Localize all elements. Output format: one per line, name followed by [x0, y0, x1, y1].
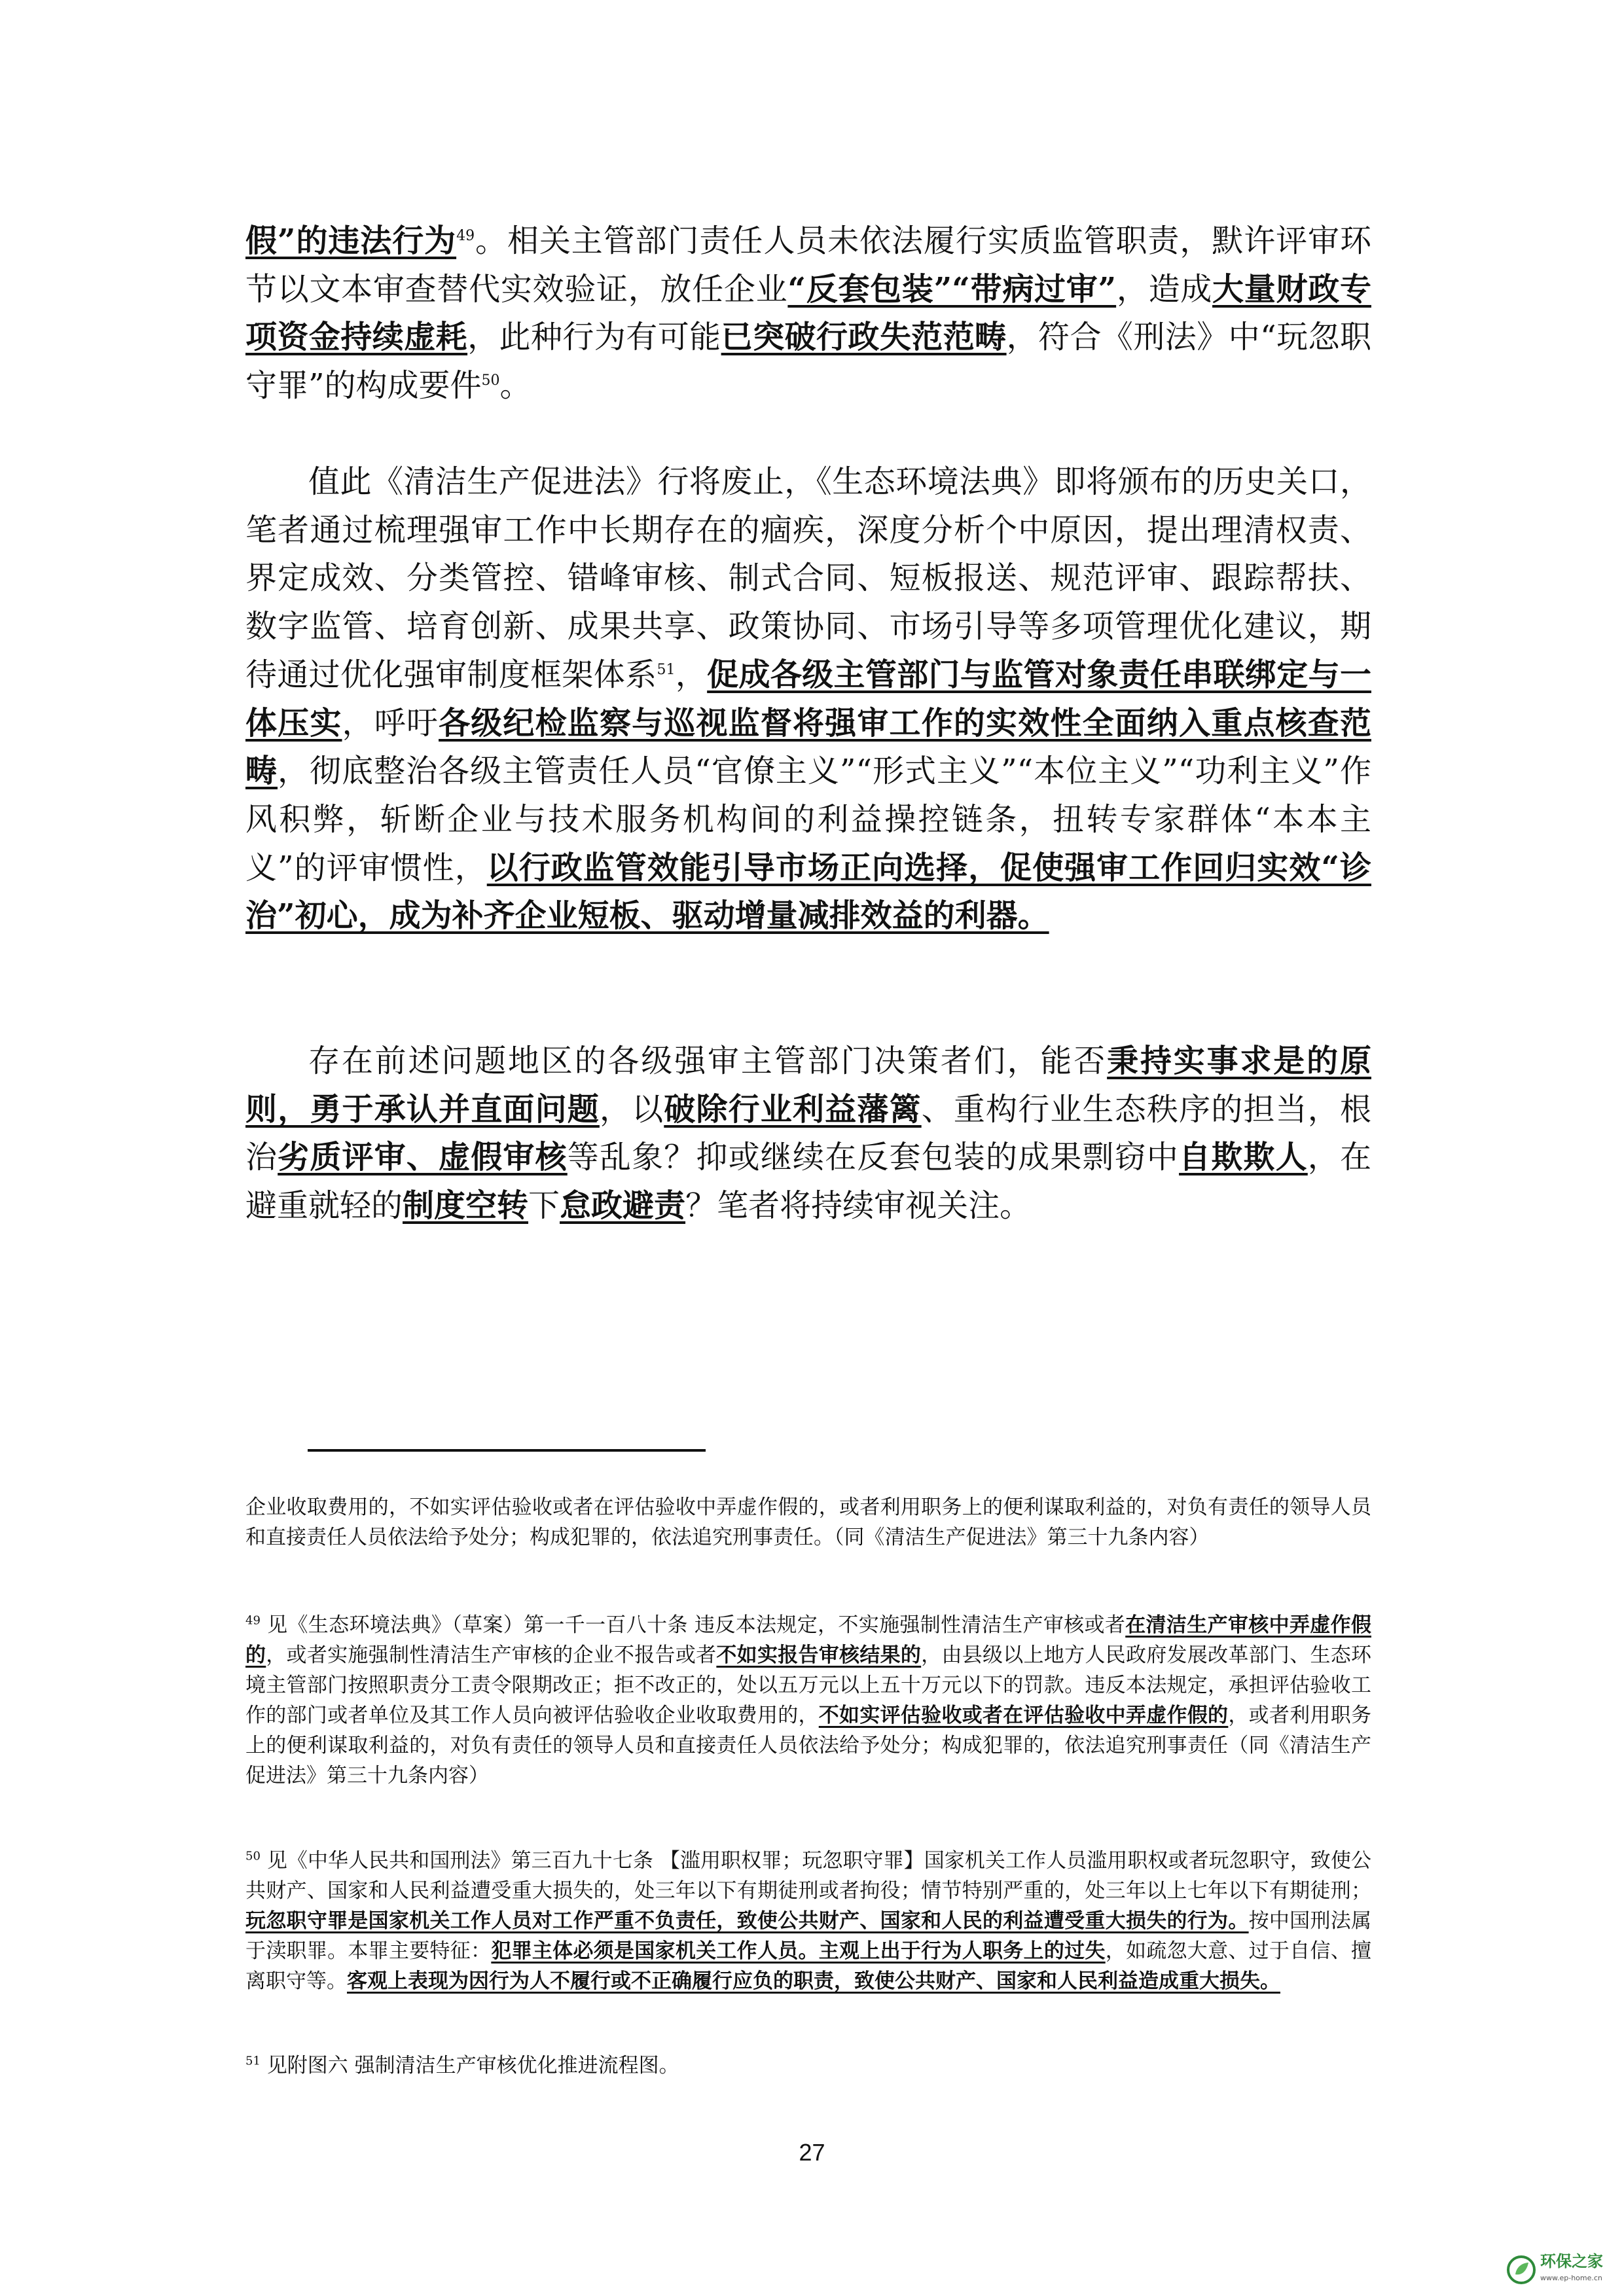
- text-run: ，符合《刑法》中“玩忽职守罪”的构成要件: [245, 319, 1371, 404]
- emphasized-text: 假”的违法行为: [245, 223, 457, 259]
- footnote-50: [245, 1846, 1371, 1996]
- text-run: 按中国刑法属于渎职罪。本罪主要特征：: [245, 1909, 1371, 1963]
- watermark-text: [1540, 2253, 1603, 2287]
- watermark-url: www.ep-home.cn: [1540, 2274, 1602, 2282]
- emphasized-text: 以行政监管效能引导市场正向选择，促使强审工作回归实效“诊治”初心，成为补齐企业短板、驱动增量减排效益的利器。: [245, 849, 1371, 935]
- paragraph-3-content: [245, 1043, 1371, 1224]
- watermark-title: 环保之家: [1540, 2252, 1603, 2270]
- text-run: ，如疏忽大意、过于自信、擅离职守等。: [245, 1939, 1372, 1993]
- text-run: ，以: [599, 1090, 664, 1128]
- text-run: ，或者利用职务上的便利谋取利益的，对负有责任的领导人员和直接责任人员依法给予处分；构成犯罪的，依法追究刑事责任（同《清洁生产促进法》第三十九条内容）: [245, 1704, 1372, 1787]
- emphasized-text: 自欺欺人: [1179, 1139, 1308, 1176]
- emphasized-text: 已突破行政失范范畴: [721, 319, 1007, 356]
- emphasized-text: 制度空转: [403, 1187, 529, 1225]
- text-run: 见附图六 强制清洁生产审核优化推进流程图。: [260, 2054, 679, 2077]
- text-run: ，呼吁: [342, 704, 439, 742]
- emphasized-text: 不如实报告审核结果的: [716, 1643, 922, 1667]
- footnote-separator: [308, 1449, 706, 1452]
- text-run: 企业收取费用的，不如实评估验收或者在评估验收中弄虚作假的，或者利用职务上的便利谋取利益的，对负有责任的领导人员和直接责任人员依法给予处分；构成犯罪的，依法追究刑事责任。（同《清洁生产促进法》第三十九条内容）: [245, 1496, 1371, 1549]
- emphasized-text: 不如实评估验收或者在评估验收中弄虚作假的: [818, 1704, 1229, 1727]
- emphasized-text: 破除行业利益藩篱: [664, 1090, 922, 1128]
- text-run: ，: [675, 656, 708, 693]
- text-run: ，或者实施强制性清洁生产审核的企业不报告或者: [266, 1643, 717, 1667]
- text-run: 。相关主管部门责任人员未依法履行实质监管职责，默许评审环节以文本审查替代实效验证，放任企业: [245, 223, 1371, 308]
- footnote-49: [245, 1610, 1371, 1791]
- emphasized-text: “反套包装”“带病过审”: [787, 270, 1117, 308]
- text-run: 下: [528, 1187, 560, 1225]
- text-run: 、重构行业生态秩序的担当，根治: [245, 1090, 1371, 1176]
- page-number: 27: [799, 2139, 825, 2166]
- paragraph-1: [245, 217, 1371, 410]
- footnote-reference: 49: [456, 228, 475, 244]
- text-run: 存在前述问题地区的各级强审主管部门决策者们，能否: [308, 1043, 1108, 1079]
- text-run: 值此《清洁生产促进法》行将废止，《生态环境法典》即将颁布的历史关口，笔者通过梳理强审工作中长期存在的痼疾，深度分析个中原因，提出理清权责、界定成效、分类管控、错峰审核、制式合同、短板报送、规范评审、跟踪帮扶、数字监管、培育创新、成果共享、政策协同、市场引导等多项管理优化建议，期待通过优化强审制度框架体系: [245, 463, 1371, 693]
- text-run: ，此种行为有可能: [467, 319, 721, 356]
- text-run: ？笔者将持续审视关注。: [685, 1187, 1032, 1225]
- text-run: 见《中华人民共和国刑法》第三百九十七条 【滥用职权罪；玩忽职守罪】国家机关工作人员滥用职权或者玩忽职守，致使公共财产、国家和人民利益遭受重大损失的，处三年以下有期徒刑或者拘役；情节特别严重的，处三年以上七年以下有期徒刑；: [245, 1849, 1371, 1903]
- emphasized-text: 怠政避责: [560, 1187, 686, 1225]
- watermark: [1506, 2250, 1611, 2289]
- text-run: 见《生态环境法典》（草案）第一千一百八十条 违反本法规定，不实施强制性清洁生产审核或者: [260, 1613, 1126, 1637]
- emphasized-text: 秉持实事求是的原则，勇于承认并直面问题: [245, 1043, 1371, 1128]
- text-run: ，由县级以上地方人民政府发展改革部门、生态环境主管部门按照职责分工责令限期改正；拒不改正的，处以五万元以上五十万元以下的罚款。违反本法规定，承担评估验收工作的部门或者单位及其工作人员向被评估验收企业收取费用的，: [245, 1643, 1372, 1727]
- footnote-reference: 51: [245, 2054, 261, 2068]
- emphasized-text: 在清洁生产审核中弄虚作假的: [245, 1613, 1371, 1667]
- paragraph-2-content: [245, 463, 1371, 934]
- text-run: ，造成: [1116, 270, 1213, 308]
- emphasized-text: 玩忽职守罪是国家机关工作人员对工作严重不负责任，致使公共财产、国家和人民的利益遭受重大损失的行为。: [245, 1909, 1249, 1933]
- emphasized-text: 劣质评审、虚假审核: [278, 1139, 568, 1176]
- emphasized-text: 犯罪主体必须是国家机关工作人员。主观上出于行为人职务上的过失: [491, 1939, 1106, 1963]
- emphasized-text: 各级纪检监察与巡视监督将强审工作的实效性全面纳入重点核查范畴: [245, 704, 1371, 790]
- emphasized-text: 客观上表现为因行为人不履行或不正确履行应负的职责，致使公共财产、国家和人民利益造成重大损失。: [347, 1969, 1280, 1993]
- text-run: ，彻底整治各级主管责任人员“官僚主义”“形式主义”“本位主义”“功利主义”作风积弊，斩断企业与技术服务机构间的利益操控链条，扭转专家群体“本本主义”的评审惯性，: [245, 753, 1371, 886]
- text-run: 等乱象？抑或继续在反套包装的成果剽窃中: [567, 1139, 1180, 1176]
- emphasized-text: 促成各级主管部门与监管对象责任串联绑定与一体压实: [245, 656, 1371, 742]
- text-run: ，在避重就轻的: [245, 1139, 1371, 1225]
- footnote-continued: [245, 1492, 1371, 1552]
- footnote-reference: 51: [657, 661, 676, 678]
- paragraph-2: [245, 458, 1371, 941]
- text-run: 。: [499, 367, 532, 404]
- footnote-51: [245, 2051, 1371, 2081]
- footnote-reference: 50: [481, 372, 500, 389]
- emphasized-text: 大量财政专项资金持续虚耗: [245, 270, 1371, 356]
- footnote-reference: 50: [245, 1849, 261, 1863]
- paragraph-3: [245, 1037, 1371, 1230]
- leaf-logo-icon: [1506, 2255, 1536, 2285]
- footnote-reference: 49: [245, 1613, 261, 1628]
